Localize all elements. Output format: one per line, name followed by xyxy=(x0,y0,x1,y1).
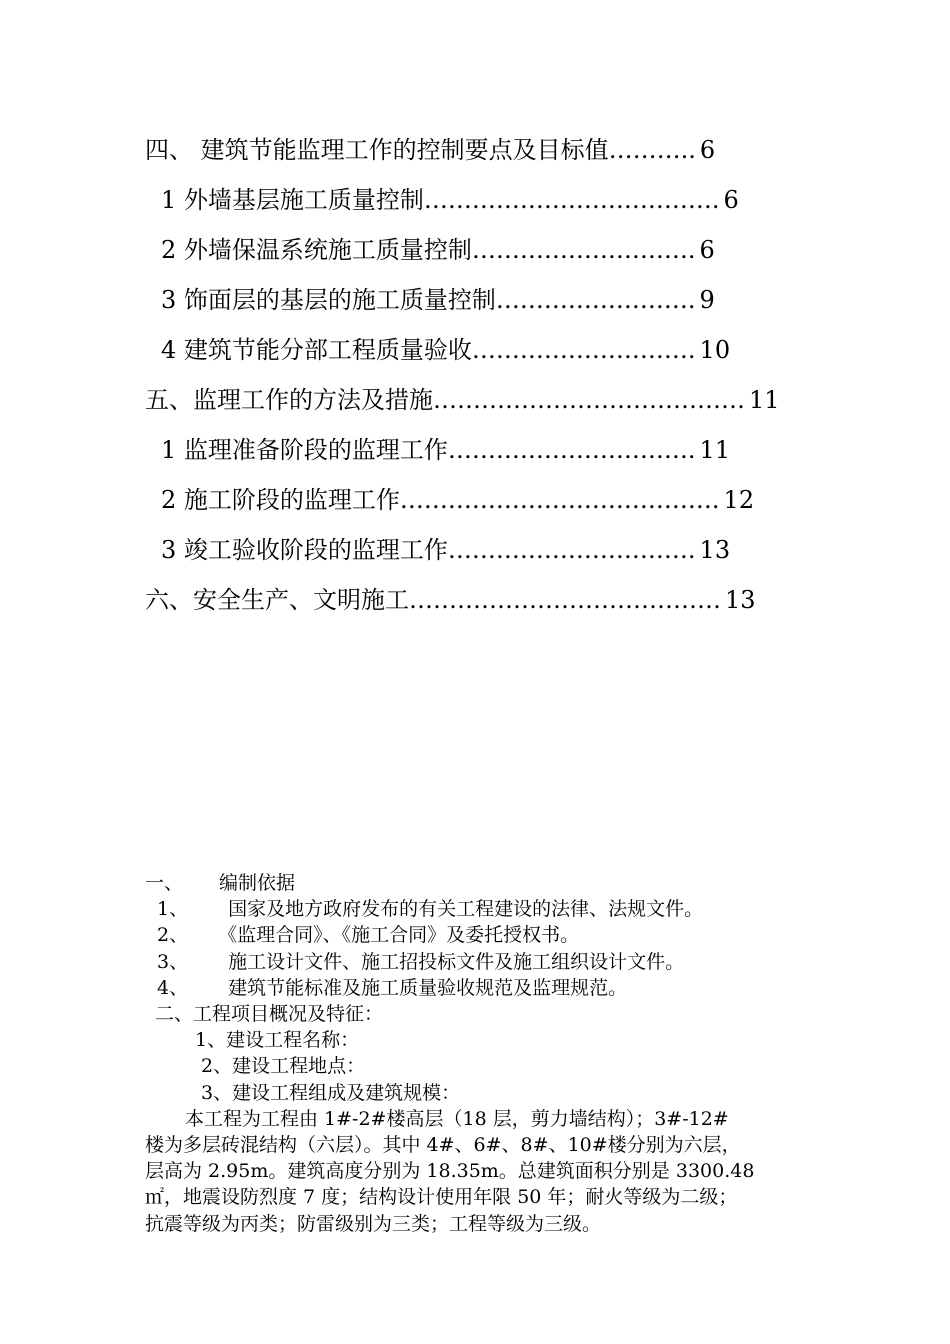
toc-leader-dots: ………………………. xyxy=(471,336,696,364)
list-item-number: 4、 xyxy=(157,976,189,999)
toc-entry-title: 1 监理准备阶段的监理工作 xyxy=(161,436,448,464)
toc-page-number: 6 xyxy=(699,236,715,264)
list-item-number: 3、 xyxy=(157,950,189,973)
toc-entry[interactable] xyxy=(0,428,950,478)
toc-page-number: 12 xyxy=(723,486,755,514)
list-item-text: 《监理合同》、《施工合同》及委托授权书。 xyxy=(218,924,580,947)
list-item-text: 施工设计文件、施工招投标文件及施工组织设计文件。 xyxy=(228,950,685,973)
toc-leader-dots: ……………………. xyxy=(495,286,696,314)
toc-page-number: 6 xyxy=(699,136,716,164)
toc-entry[interactable] xyxy=(0,528,950,578)
paragraph-line: 层高为 2.95m。建筑高度分别为 18.35m。总建筑面积分别是 3300.48 xyxy=(145,1160,755,1183)
toc-entry-title: 4 建筑节能分部工程质量验收 xyxy=(161,336,472,364)
toc-leader-dots: ………………………………… xyxy=(433,386,745,414)
list-item-number: 1、 xyxy=(157,898,189,921)
paragraph-line: 楼为多层砖混结构（六层）。其中 4#、6#、8#、10#楼分别为六层， xyxy=(145,1134,741,1157)
paragraph-line: ㎡，地震设防烈度 7 度；结构设计使用年限 50 年；耐火等级为二级； xyxy=(145,1186,738,1209)
toc-entry[interactable] xyxy=(0,378,950,428)
toc-entry-title: 3 竣工验收阶段的监理工作 xyxy=(161,536,448,564)
section-title: 编制依据 xyxy=(219,872,296,894)
section-title: 二、工程项目概况及特征： xyxy=(155,1003,384,1026)
toc-entry[interactable] xyxy=(0,578,950,628)
sub-item: 2、建设工程地点： xyxy=(201,1055,366,1078)
toc-entry[interactable] xyxy=(0,328,950,378)
sub-item: 1、建设工程名称： xyxy=(195,1029,360,1052)
toc-entry-title: 2 外墙保温系统施工质量控制 xyxy=(161,236,472,264)
sub-item: 3、建设工程组成及建筑规模： xyxy=(201,1081,461,1104)
toc-entry[interactable] xyxy=(0,128,950,178)
toc-entry-title: 3 饰面层的基层的施工质量控制 xyxy=(161,286,496,314)
document-body xyxy=(145,870,825,1237)
list-item-number: 2、 xyxy=(157,924,189,947)
paragraph-line: 本工程为工程由 1#-2#楼高层（18 层，剪力墙结构）；3#-12# xyxy=(185,1107,729,1130)
toc-entry-title: 四、 建筑节能监理工作的控制要点及目标值 xyxy=(145,136,609,164)
section-number: 一、 xyxy=(145,872,184,894)
list-item xyxy=(145,896,825,922)
paragraph-line: 抗震等级为丙类；防雷级别为三类；工程等级为三级。 xyxy=(145,1212,602,1235)
toc-entry-title: 2 施工阶段的监理工作 xyxy=(161,486,400,514)
toc-page-number: 10 xyxy=(699,336,731,364)
section-heading xyxy=(145,870,825,896)
table-of-contents xyxy=(0,128,950,628)
toc-page-number: 11 xyxy=(699,436,731,464)
toc-page-number: 6 xyxy=(723,186,739,214)
toc-leader-dots: …………………………………. xyxy=(399,486,720,514)
toc-page-number: 11 xyxy=(749,386,780,414)
section-heading xyxy=(145,1001,825,1027)
toc-entry[interactable] xyxy=(0,178,950,228)
toc-entry-title: 五、监理工作的方法及措施 xyxy=(145,386,433,414)
toc-leader-dots: ………………………………… xyxy=(409,586,721,614)
toc-page-number: 9 xyxy=(699,286,715,314)
list-item xyxy=(145,922,825,948)
list-item-text: 国家及地方政府发布的有关工程建设的法律、法规文件。 xyxy=(228,898,704,921)
toc-entry[interactable] xyxy=(0,478,950,528)
toc-entry[interactable] xyxy=(0,278,950,328)
toc-entry-title: 六、安全生产、文明施工 xyxy=(145,586,409,614)
toc-leader-dots: …………………………. xyxy=(447,536,696,564)
toc-entry-title: 1 外墙基层施工质量控制 xyxy=(161,186,424,214)
list-item xyxy=(145,975,825,1001)
list-item-text: 建筑节能标准及施工质量验收规范及监理规范。 xyxy=(228,976,628,999)
toc-leader-dots: ………………………. xyxy=(471,236,696,264)
toc-leader-dots: ……….. xyxy=(608,136,696,164)
toc-leader-dots: ………………………………. xyxy=(423,186,720,214)
toc-leader-dots: …………………………. xyxy=(447,436,696,464)
toc-page-number: 13 xyxy=(725,586,756,614)
list-item xyxy=(145,949,825,975)
toc-entry[interactable] xyxy=(0,228,950,278)
toc-page-number: 13 xyxy=(699,536,731,564)
